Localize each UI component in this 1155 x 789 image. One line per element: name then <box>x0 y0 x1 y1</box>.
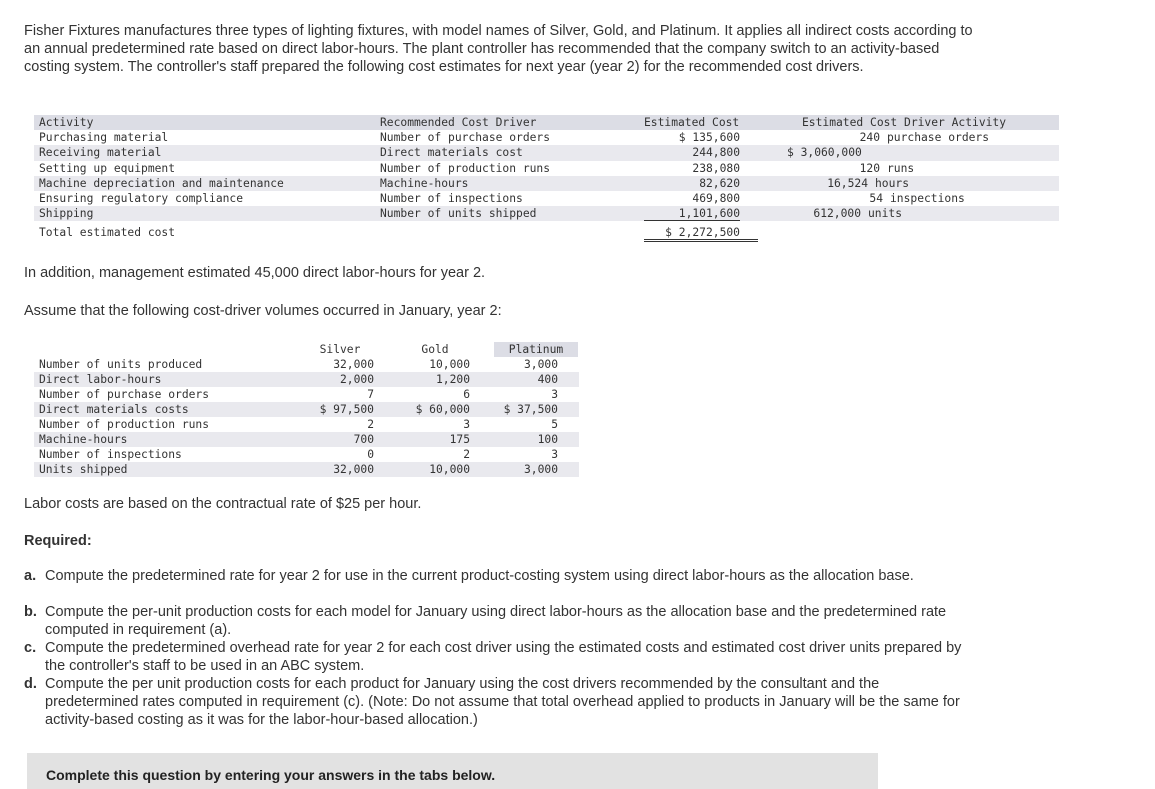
total-value: $ 2,272,500 <box>665 226 740 239</box>
table-total-row <box>34 225 1059 240</box>
header-estimated-cost: Estimated Cost <box>644 116 740 129</box>
table-header-row <box>34 342 579 357</box>
requirement-d: d. Compute the per unit production costs for each product for January using the cost drivers recommended by the consultant and the predetermined rates computed in requirement (c). (Note: Do not assume that total overhead applied to products in January will be the same for activity-based costing as it was for the labor-hour-based allocation.) <box>24 676 960 728</box>
volume-table <box>34 342 579 482</box>
table-row: Machine-hours 700 175 100 <box>34 432 579 447</box>
problem-intro <box>24 22 974 76</box>
table-row: Number of production runs 2 3 5 <box>39 418 558 431</box>
requirement-c: c. Compute the predetermined overhead rate for year 2 for each cost driver using the estimated costs and estimated cost driver units prepared by the controller's staff to be used in an ABC system. <box>24 640 962 674</box>
header-driver: Recommended Cost Driver <box>380 116 537 129</box>
total-label: Total estimated cost <box>39 226 176 239</box>
table-row: Number of purchase orders 7 6 3 <box>39 388 558 401</box>
labor-sentence: Labor costs are based on the contractual rate of $25 per hour. <box>24 496 422 512</box>
table-row: Direct materials costs $ 97,500 $ 60,000 $ 37,500 <box>34 402 579 417</box>
table-header-row <box>34 115 1059 130</box>
table-row: Units shipped 32,000 10,000 3,000 <box>34 462 579 477</box>
table-row: Purchasing material Number of purchase orders $ 135,600 240 purchase orders <box>39 131 990 145</box>
table-row: Machine depreciation and maintenance Machine-hours 82,620 16,524 hours <box>34 176 1059 191</box>
table-row: Number of inspections 0 2 3 <box>39 448 558 461</box>
table-row: Ensuring regulatory compliance Number of inspections 469,800 54 inspections <box>39 192 965 205</box>
header-gold: Gold <box>421 343 449 356</box>
instructions-banner <box>27 753 878 789</box>
header-silver: Silver <box>319 343 361 356</box>
table-row: Setting up equipment Number of production runs 238,080 120 runs <box>39 161 915 175</box>
header-platinum: Platinum <box>494 342 578 357</box>
intro-text: Fisher Fixtures manufactures three types of lighting fixtures, with model names of Silver, Gold, and Platinum. It applies all indirect costs according to an annual predetermined rate based on direct labor-hours. The plant controller has recommended that the company switch to an activity-based costing system. The controller's staff prepared the following cost estimates for next year (year 2) for the recommended cost drivers. <box>24 23 973 75</box>
banner-text: Complete this question by entering your answers in the tabs below. <box>46 767 496 783</box>
dlh-sentence: In addition, management estimated 45,000 direct labor-hours for year 2. <box>24 265 486 281</box>
table-row: Direct labor-hours 2,000 1,200 400 <box>34 372 579 387</box>
requirement-a: a. Compute the predetermined rate for year 2 for use in the current product-costing system using direct labor-hours as the allocation base. <box>24 568 914 584</box>
required-heading: Required: <box>24 533 92 549</box>
assume-sentence: Assume that the following cost-driver volumes occurred in January, year 2: <box>24 303 502 319</box>
requirement-b: b. Compute the per-unit production costs for each model for January using direct labor-hours as the allocation base and the predetermined rate computed in requirement (a). <box>24 604 947 638</box>
table-row: Shipping Number of units shipped 1,101,600 612,000 units <box>34 206 1059 221</box>
header-activity: Activity <box>39 116 94 129</box>
header-driver-activity: Estimated Cost Driver Activity <box>802 116 1007 129</box>
cost-estimate-table <box>34 115 1059 245</box>
table-row: Receiving material Direct materials cost 244,800 $ 3,060,000 <box>34 145 1059 160</box>
table-row: Number of units produced 32,000 10,000 3,000 <box>39 358 558 371</box>
